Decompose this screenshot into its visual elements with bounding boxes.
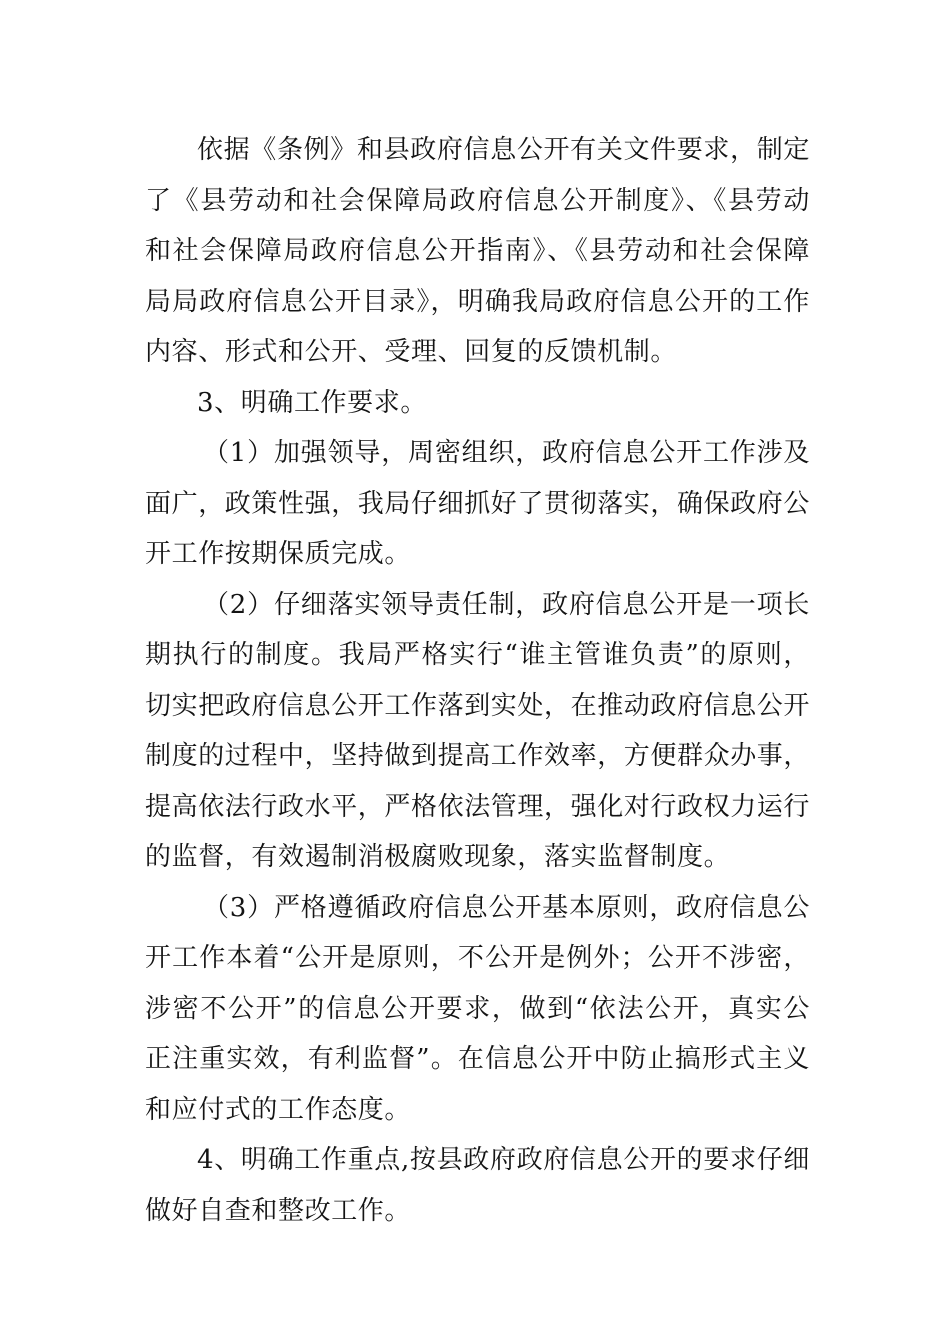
paragraph-section-4: 4、明确工作重点,按县政府政府信息公开的要求仔细做好自查和整改工作。 [145, 1145, 810, 1226]
paragraph-regulations: 依据《条例》和县政府信息公开有关文件要求，制定了《县劳动和社会保障局政府信息公开制度》、《县劳动和社会保障局政府信息公开指南》、《县劳动和社会保障局局政府信息公开目录》，明确我局政府信息公开的工作内容、形式和公开、受理、回复的反馈机制。 [145, 135, 810, 367]
paragraph-item-1: （1）加强领导，周密组织，政府信息公开工作涉及面广，政策性强，我局仔细抓好了贯彻落实，确保政府公开工作按期保质完成。 [145, 438, 811, 569]
paragraph-item-3: （3）严格遵循政府信息公开基本原则，政府信息公开工作本着“公开是原则，不公开是例外；公开不涉密，涉密不公开”的信息公开要求，做到“依法公开，真实公正注重实效，有利监督”。在信息公开中防止搞形式主义和应付式的工作态度。 [145, 892, 810, 1125]
paragraph-section-3-heading: 3、明确工作要求。 [197, 387, 427, 418]
paragraph-item-2: （2）仔细落实领导责任制，政府信息公开是一项长期执行的制度。我局严格实行“谁主管谁负责”的原则，切实把政府信息公开工作落到实处，在推动政府信息公开制度的过程中，坚持做到提高工作效率，方便群众办事，提高依法行政水平，严格依法管理，强化对行政权力运行的监督，有效遏制消极腐败现象，落实监督制度。 [145, 589, 811, 872]
document-body [145, 125, 810, 1236]
